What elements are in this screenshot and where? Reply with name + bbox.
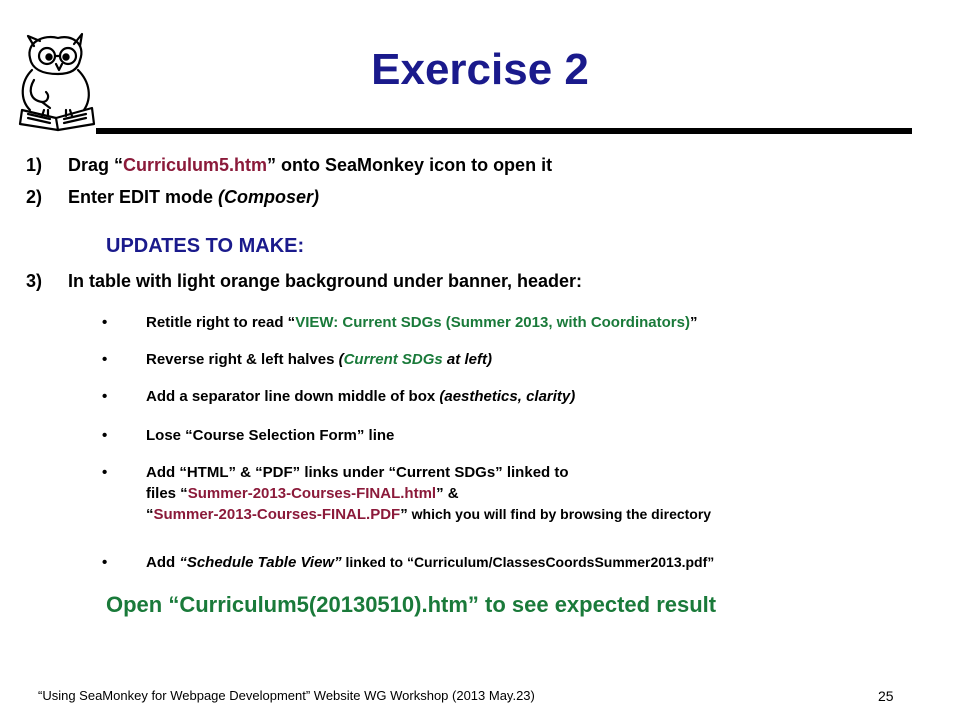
step-text-post: ” onto SeaMonkey icon to open it — [267, 155, 553, 175]
bullet-text — [146, 553, 714, 572]
bullet-dot: • — [102, 464, 108, 481]
bullet-text-pre: Reverse right & left halves — [146, 351, 339, 368]
step-number: 3) — [26, 271, 43, 291]
bullet-text-pre: Retitle right to read “ — [146, 314, 296, 331]
slide-footer: “Using SeaMonkey for Webpage Development” Website WG Workshop (2013 May.23) — [38, 688, 535, 703]
bullet-text-post: ” — [689, 314, 698, 331]
bullet-text-small: which you will find by browsing the directory — [407, 506, 712, 522]
bullet-text: Lose “Course Selection Form” line — [146, 427, 395, 444]
bullet-text-italic: “Schedule Table View” — [179, 554, 342, 571]
bullet-line: Add “HTML” & “PDF” links under “Current SDGs” linked to — [146, 464, 569, 481]
bullet-dot: • — [102, 388, 108, 405]
bullet-text-italic: at left) — [442, 351, 492, 368]
bullet-text-post: ” — [400, 506, 408, 523]
bullet-text-pre: Add — [146, 554, 180, 571]
step-text: In table with light orange background under banner, header: — [68, 271, 583, 291]
step-text-italic: (Composer) — [218, 187, 320, 207]
bullet-dot: • — [102, 554, 108, 571]
step-text-pre: Drag “ — [68, 155, 124, 175]
expected-result-note: Open “Curriculum5(20130510).htm” to see expected result — [106, 592, 717, 617]
bullet-text-italic: ( — [338, 351, 344, 368]
file-name: Curriculum5.htm — [123, 155, 268, 175]
slide-title: Exercise 2 — [371, 45, 589, 94]
bullet-text — [146, 387, 575, 406]
step-number: 1) — [26, 155, 43, 175]
step-text — [68, 186, 319, 208]
file-name: Summer-2013-Courses-FINAL.PDF — [153, 506, 401, 523]
bullet-text-pre: files “ — [146, 485, 188, 502]
bullet-dot: • — [102, 351, 108, 368]
bullet-text — [146, 313, 697, 332]
bullet-dot: • — [102, 427, 108, 444]
bullet-text-pre: Add a separator line down middle of box — [146, 388, 440, 405]
file-name: Summer-2013-Courses-FINAL.html — [187, 485, 437, 502]
page-number: 25 — [878, 688, 894, 704]
bullet-text-post: ” & — [436, 485, 459, 502]
bullet-text-small: linked to “Curriculum/ClassesCoordsSummer2013.pdf” — [341, 554, 715, 570]
title-divider — [96, 128, 912, 134]
bullet-text — [146, 463, 711, 524]
step-text-pre: Enter EDIT mode — [68, 187, 219, 207]
bullet-line — [146, 505, 711, 524]
step-number: 2) — [26, 187, 43, 207]
new-title-text: VIEW: Current SDGs (Summer 2013, with Coordinators) — [295, 314, 690, 331]
current-sdgs-text: Current SDGs — [343, 351, 443, 368]
bullet-line — [146, 484, 711, 503]
bullet-text-italic: (aesthetics, clarity) — [439, 388, 576, 405]
bullet-text — [146, 350, 492, 369]
step-text — [68, 154, 552, 176]
updates-heading: UPDATES TO MAKE: — [106, 235, 305, 257]
bullet-dot: • — [102, 314, 108, 331]
bullet-text-pre: “ — [146, 506, 154, 523]
